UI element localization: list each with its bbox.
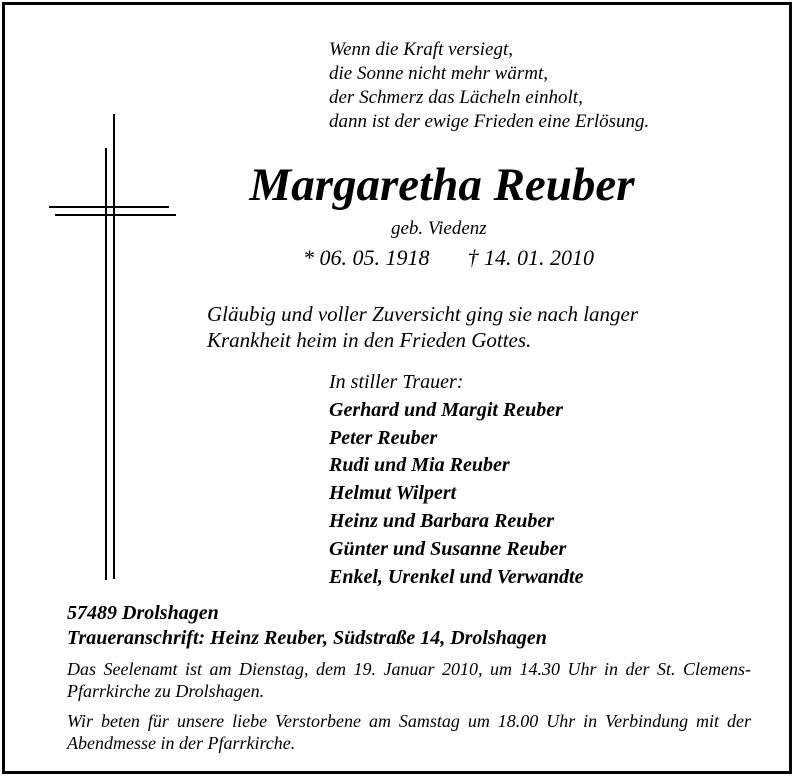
birth-name: geb. Viedenz [391, 218, 487, 239]
mourner: Günter und Susanne Reuber [329, 537, 567, 560]
mourner: Gerhard und Margit Reuber [329, 398, 563, 421]
prayer-notice: Wir beten für unsere liebe Verstorbene am Samstag um 18.00 Uhr in Verbindung mit der Abendmesse in der Pfarrkirche. [67, 711, 751, 753]
mourner: Peter Reuber [329, 426, 438, 449]
requiem-notice: Das Seelenamt ist am Dienstag, dem 19. Januar 2010, um 14.30 Uhr in der St. Clemens-Pfarrkirche zu Drolshagen. [67, 659, 751, 701]
mourners-intro: In stiller Trauer: [329, 371, 464, 393]
deceased-name: Margaretha Reuber [249, 159, 635, 211]
faith-statement [207, 301, 638, 353]
cross-horizontal-line-lower [55, 214, 176, 216]
mourner: Helmut Wilpert [329, 482, 457, 505]
mourning-address: Traueranschrift: Heinz Reuber, Südstraße 14, Drolshagen [67, 627, 547, 649]
poem-line: die Sonne nicht mehr wärmt, [329, 63, 549, 84]
mourners-list [329, 369, 583, 591]
death-date: † 14. 01. 2010 [467, 245, 594, 270]
poem-line: dann ist der ewige Frieden eine Erlösung. [329, 111, 650, 132]
mourner: Heinz und Barbara Reuber [329, 509, 555, 532]
poem-line: der Schmerz das Lächeln einholt, [329, 87, 583, 108]
faith-line: Krankheit heim in den Frieden Gottes. [207, 328, 532, 352]
life-dates [303, 245, 594, 271]
poem [329, 38, 649, 134]
mourner: Enkel, Urenkel und Verwandte [329, 565, 584, 588]
poem-line: Wenn die Kraft versiegt, [329, 39, 513, 60]
address-block [67, 601, 547, 651]
town: 57489 Drolshagen [67, 602, 219, 624]
birth-date: * 06. 05. 1918 [303, 245, 430, 270]
faith-line: Gläubig und voller Zuversicht ging sie nach langer [207, 302, 639, 326]
mourner: Rudi und Mia Reuber [329, 454, 510, 477]
obituary-notice [2, 2, 792, 774]
